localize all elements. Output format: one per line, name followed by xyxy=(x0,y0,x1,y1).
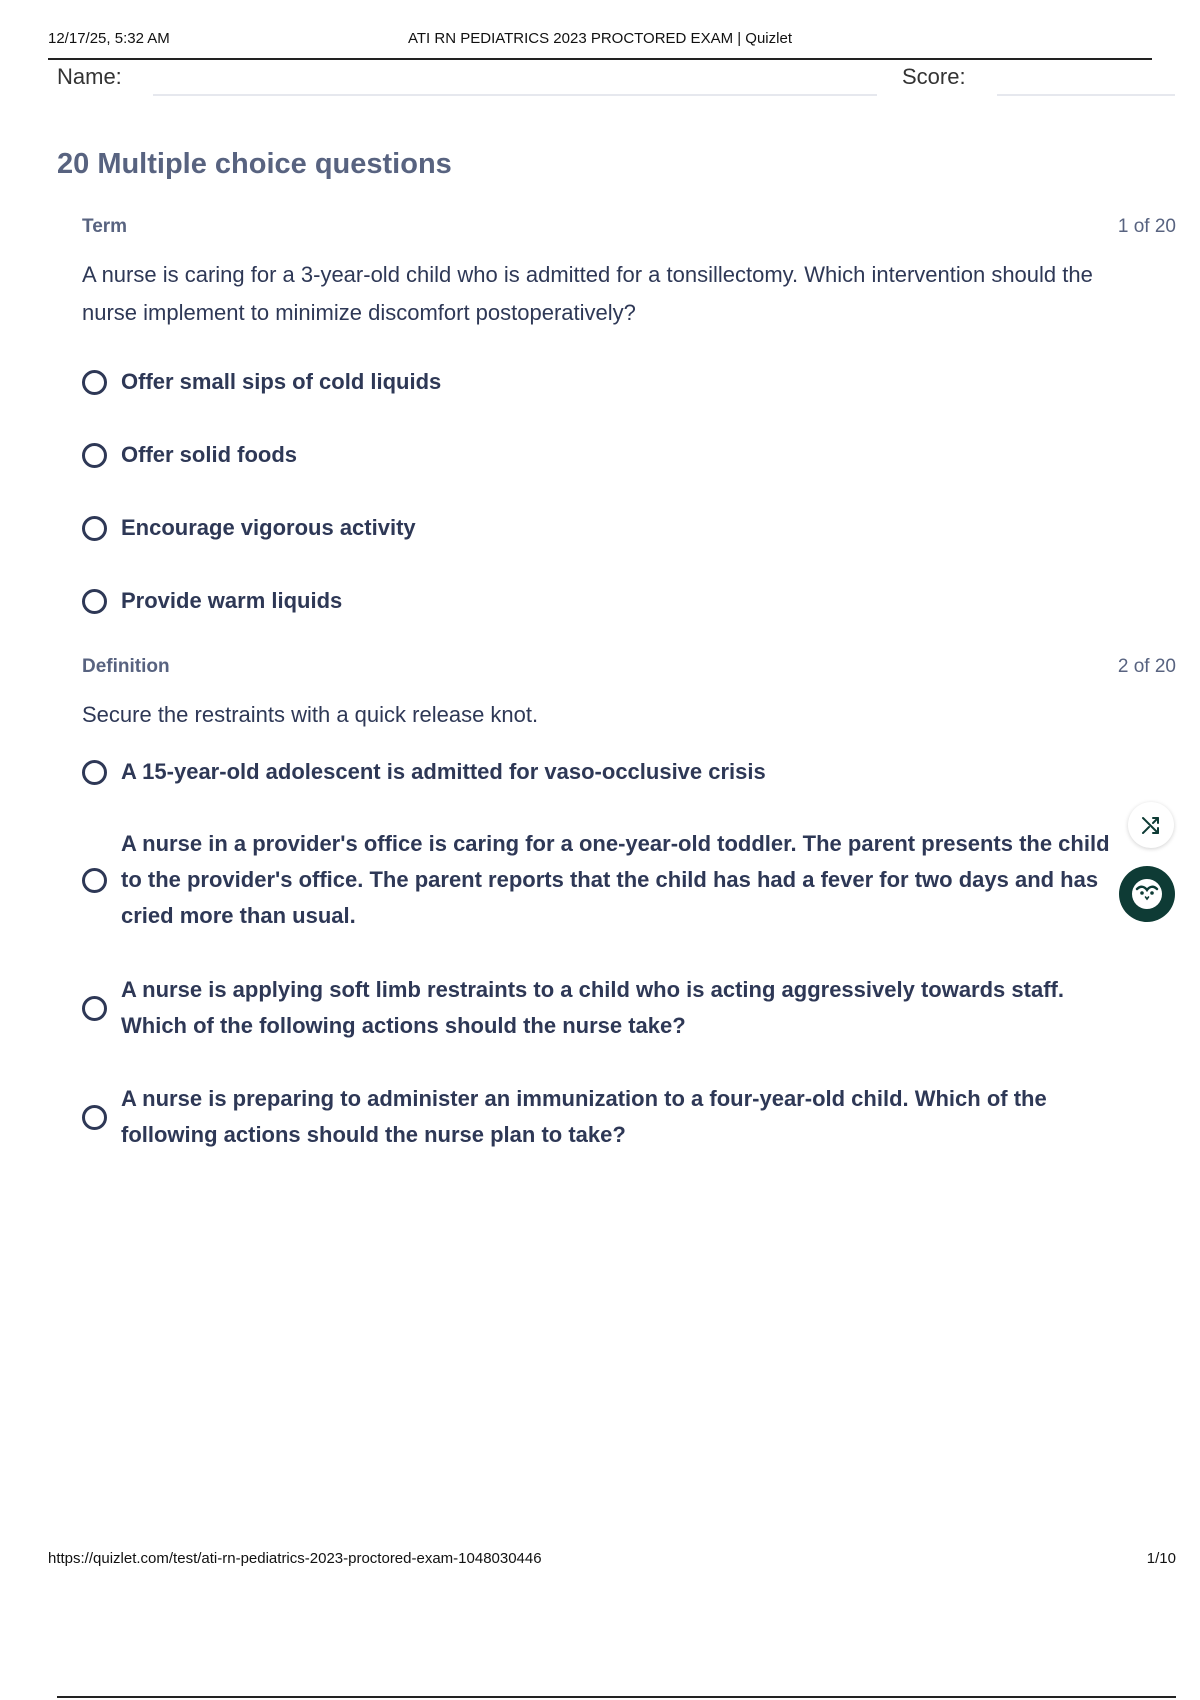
answer-option[interactable] xyxy=(82,510,1176,546)
question-prompt: Secure the restraints with a quick release knot. xyxy=(82,702,539,727)
shuffle-button[interactable] xyxy=(1128,802,1174,848)
question-kind: Definition xyxy=(82,656,170,677)
document-title: ATI RN PEDIATRICS 2023 PROCTORED EXAM | Quizlet xyxy=(408,30,792,47)
answer-option-label: A nurse in a provider's office is caring for a one-year-old toddler. The parent presents the child to the provider's office. The parent reports that the child has had a fever for two days and has cried more than usual. xyxy=(121,831,1110,928)
bottom-divider xyxy=(57,1696,1176,1698)
answer-option[interactable] xyxy=(82,437,1176,473)
radio-button[interactable] xyxy=(82,1105,107,1130)
question-meta xyxy=(82,656,1176,682)
page-number: 1/10 xyxy=(1146,1550,1176,1567)
name-field[interactable] xyxy=(153,94,877,96)
radio-button[interactable] xyxy=(82,443,107,468)
radio-button[interactable] xyxy=(82,370,107,395)
shuffle-icon xyxy=(1139,813,1163,837)
question-prompt: A nurse is caring for a 3-year-old child who is admitted for a tonsillectomy. Which intervention should the nurse implement to minimize discomfort postoperatively? xyxy=(82,262,1093,325)
answer-option-label: A nurse is preparing to administer an immunization to a four-year-old child. Which of the following actions should the nurse plan to take? xyxy=(121,1086,1047,1147)
section-heading: 20 Multiple choice questions xyxy=(57,148,452,180)
page-url: https://quizlet.com/test/ati-rn-pediatrics-2023-proctored-exam-1048030446 xyxy=(48,1550,542,1567)
name-label: Name: xyxy=(57,64,122,89)
radio-button[interactable] xyxy=(82,589,107,614)
question-kind: Term xyxy=(82,216,128,237)
question-counter: 1 of 20 xyxy=(1117,216,1176,237)
name-score-row xyxy=(57,62,1176,98)
answer-option[interactable] xyxy=(82,583,1176,619)
radio-button[interactable] xyxy=(82,868,107,893)
print-date: 12/17/25, 5:32 AM xyxy=(48,30,170,47)
answer-option[interactable] xyxy=(82,826,1176,934)
question-meta xyxy=(82,216,1176,242)
answer-option[interactable] xyxy=(82,364,1176,400)
answer-option-label: A 15-year-old adolescent is admitted for vaso-occlusive crisis xyxy=(121,759,766,784)
answer-option[interactable] xyxy=(82,1081,1176,1153)
question-counter: 2 of 20 xyxy=(1117,656,1176,677)
answer-option-label: A nurse is applying soft limb restraints to a child who is acting aggressively towards staff. Which of the following actions should the nurse take? xyxy=(121,977,1064,1038)
print-header xyxy=(48,28,1152,60)
assistant-button[interactable] xyxy=(1119,866,1175,922)
answer-option[interactable] xyxy=(82,754,1176,790)
radio-button[interactable] xyxy=(82,516,107,541)
radio-button[interactable] xyxy=(82,996,107,1021)
answer-option-label: Offer solid foods xyxy=(121,442,297,467)
answer-option-label: Offer small sips of cold liquids xyxy=(121,369,442,394)
question-card xyxy=(82,216,1176,332)
answer-option[interactable] xyxy=(82,972,1176,1044)
score-label: Score: xyxy=(902,64,966,89)
owl-icon xyxy=(1128,875,1166,913)
radio-button[interactable] xyxy=(82,760,107,785)
question-card xyxy=(82,656,1176,734)
score-field[interactable] xyxy=(997,94,1175,96)
answer-option-label: Encourage vigorous activity xyxy=(121,515,416,540)
answer-option-label: Provide warm liquids xyxy=(121,588,343,613)
